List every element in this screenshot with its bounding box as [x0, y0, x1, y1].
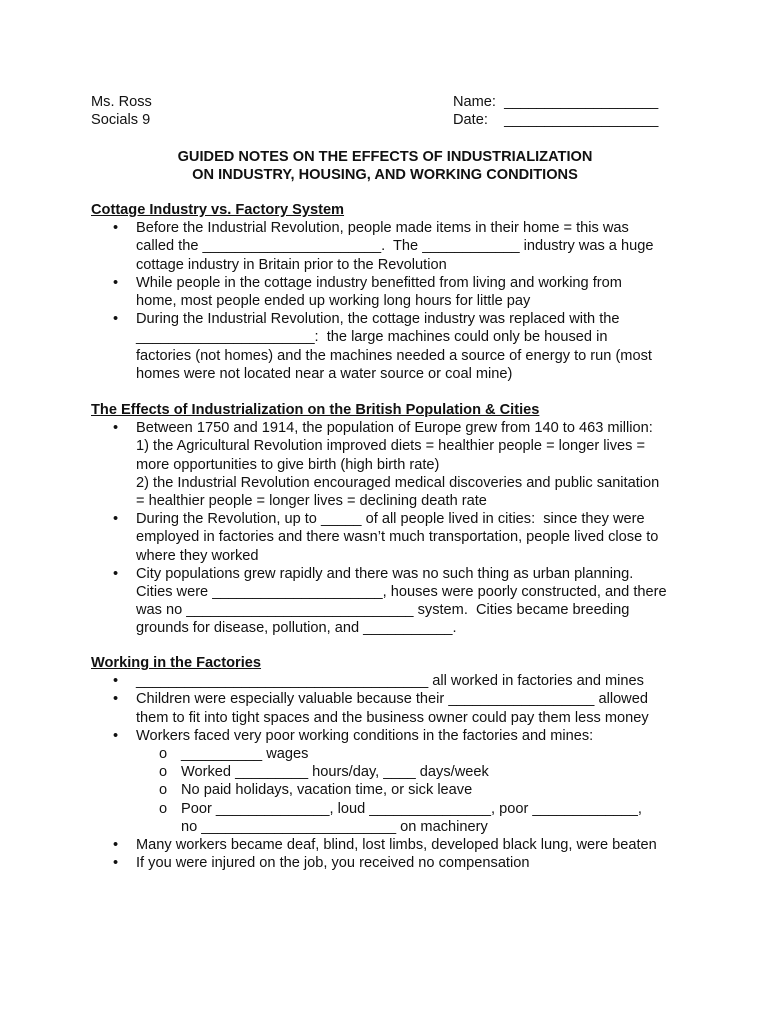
date-field: Date: ___________________	[453, 112, 659, 129]
sub-bullet-icon: o	[159, 782, 168, 799]
header-left	[91, 93, 152, 129]
bullet-icon: •	[113, 727, 119, 744]
teacher-name: Ms. Ross	[91, 94, 152, 110]
bullet-item	[91, 310, 691, 383]
bullet-line: 2) the Industrial Revolution encouraged medical discoveries and public sanitation	[136, 474, 660, 491]
section-heading: Working in the Factories	[91, 655, 262, 671]
bullet-item	[91, 419, 691, 510]
sub-bullet-line: No paid holidays, vacation time, or sick leave	[181, 782, 473, 799]
bullet-line: where they worked	[136, 547, 259, 564]
section-heading: The Effects of Industrialization on the British Population & Cities	[91, 402, 540, 418]
bullet-line: 1) the Agricultural Revolution improved diets = healthier people = longer lives =	[136, 438, 646, 455]
page-title	[0, 148, 770, 184]
sub-bullet-line: Worked _________ hours/day, ____ days/week	[181, 764, 489, 781]
bullet-item	[91, 690, 691, 726]
bullet-item	[91, 219, 691, 274]
bullet-line: Many workers became deaf, blind, lost limbs, developed black lung, were beaten	[136, 837, 657, 854]
title-line-2: ON INDUSTRY, HOUSING, AND WORKING CONDITIONS	[192, 167, 578, 184]
bullet-line: factories (not homes) and the machines needed a source of energy to run (most	[136, 347, 652, 364]
header-right	[453, 93, 658, 129]
section-population-cities	[91, 401, 691, 638]
bullet-icon: •	[113, 691, 119, 708]
course-name: Socials 9	[91, 112, 151, 129]
sub-bullet-icon: o	[159, 764, 168, 781]
bullet-line: more opportunities to give birth (high birth rate)	[136, 456, 440, 473]
bullet-line: grounds for disease, pollution, and ___________.	[136, 620, 457, 637]
bullet-item	[91, 727, 691, 745]
sub-bullet-item	[91, 800, 691, 836]
section-working-factories	[91, 654, 691, 872]
bullet-icon: •	[113, 565, 119, 582]
sub-bullet-item	[91, 763, 691, 781]
bullet-line: Children were especially valuable because their __________________ allowed	[136, 691, 648, 708]
section-heading: Cottage Industry vs. Factory System	[91, 202, 345, 218]
bullet-line: Between 1750 and 1914, the population of Europe grew from 140 to 463 million:	[136, 420, 653, 437]
sub-bullet-line: Poor ______________, loud _______________, poor _____________,	[181, 800, 642, 817]
bullet-line: Cities were _____________________, houses were poorly constructed, and there	[136, 584, 667, 601]
bullet-line: = healthier people = longer lives = declining death rate	[136, 493, 487, 510]
bullet-line: ____________________________________ all worked in factories and mines	[136, 673, 644, 690]
bullet-icon: •	[113, 420, 119, 437]
bullet-item	[91, 565, 691, 638]
bullet-line: cottage industry in Britain prior to the Revolution	[136, 256, 447, 273]
bullet-line: employed in factories and there wasn’t much transportation, people lived close to	[136, 529, 659, 546]
sub-bullet-line: __________ wages	[181, 746, 309, 763]
bullet-line: Before the Industrial Revolution, people made items in their home = this was	[136, 220, 629, 237]
bullet-icon: •	[113, 220, 119, 237]
bullet-icon: •	[113, 837, 119, 854]
bullet-line: While people in the cottage industry benefitted from living and working from	[136, 274, 622, 291]
bullet-item	[91, 510, 691, 565]
sub-bullet-item	[91, 781, 691, 799]
bullet-line: Workers faced very poor working conditions in the factories and mines:	[136, 727, 594, 744]
sub-bullet-item	[91, 745, 691, 763]
bullet-line: home, most people ended up working long hours for little pay	[136, 293, 531, 310]
bullet-item	[91, 854, 691, 872]
bullet-line: During the Revolution, up to _____ of all people lived in cities: since they were	[136, 511, 645, 528]
bullet-line: them to fit into tight spaces and the business owner could pay them less money	[136, 709, 649, 726]
bullet-line: During the Industrial Revolution, the cottage industry was replaced with the	[136, 311, 620, 328]
student-name-field: Name: ___________________	[453, 94, 659, 110]
sub-bullet-icon: o	[159, 800, 168, 817]
bullet-item	[91, 274, 691, 310]
bullet-icon: •	[113, 673, 119, 690]
section-cottage-industry	[91, 201, 691, 383]
bullet-item	[91, 672, 691, 690]
bullet-icon: •	[113, 511, 119, 528]
bullet-icon: •	[113, 311, 119, 328]
bullet-item	[91, 836, 691, 854]
bullet-line: was no ____________________________ system. Cities became breeding	[136, 602, 630, 619]
sub-bullet-line: no ________________________ on machinery	[181, 818, 488, 835]
bullet-icon: •	[113, 855, 119, 872]
bullet-line: If you were injured on the job, you received no compensation	[136, 855, 530, 872]
bullet-icon: •	[113, 274, 119, 291]
bullet-line: called the ______________________. The ____________ industry was a huge	[136, 238, 654, 255]
bullet-line: City populations grew rapidly and there was no such thing as urban planning.	[136, 565, 634, 582]
bullet-line: homes were not located near a water source or coal mine)	[136, 365, 513, 382]
sub-bullet-icon: o	[159, 746, 168, 763]
title-line-1: GUIDED NOTES ON THE EFFECTS OF INDUSTRIALIZATION	[177, 149, 593, 165]
bullet-line: ______________________: the large machines could only be housed in	[136, 329, 608, 346]
